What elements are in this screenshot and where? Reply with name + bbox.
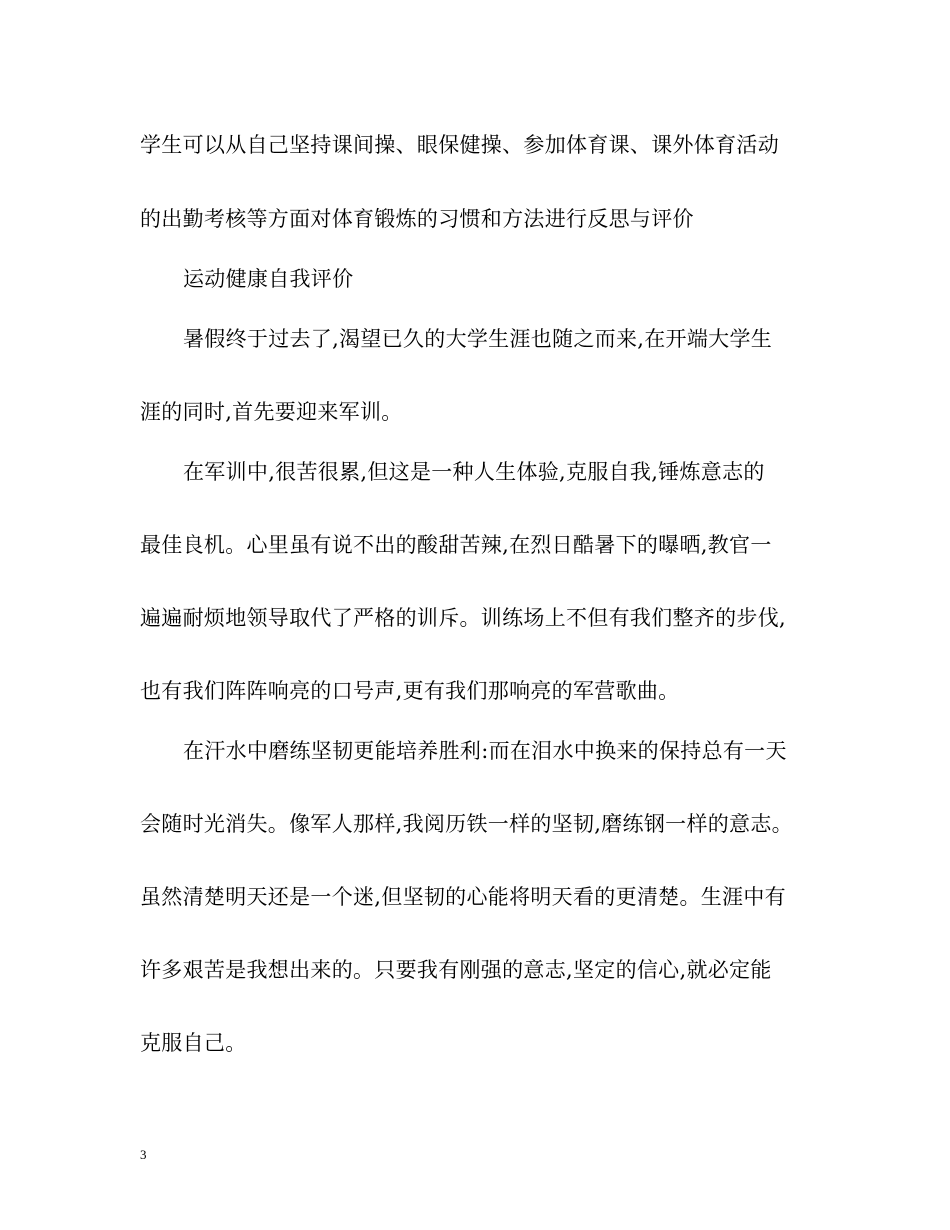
body-text-line: 在军训中,很苦很累,但这是一种人生体验,克服自我,锤炼意志的 — [183, 460, 765, 484]
body-text-line: 在汗水中磨练坚韧更能培养胜利:而在泪水中换来的保持总有一天 — [183, 739, 787, 763]
body-text-line: 许多艰苦是我想出来的。只要我有刚强的意志,坚定的信心,就必定能 — [140, 958, 772, 982]
body-text-line: 最佳良机。心里虽有说不出的酸甜苦辣,在烈日酷暑下的曝晒,教官一 — [140, 533, 772, 557]
body-text-line: 克服自己。 — [140, 1031, 247, 1055]
body-text-line: 涯的同时,首先要迎来军训。 — [140, 400, 403, 424]
body-text-line: 遍遍耐烦地领导取代了严格的训斥。训练场上不但有我们整齐的步伐, — [140, 606, 786, 630]
body-text-line: 的出勤考核等方面对体育锻炼的习惯和方法进行反思与评价 — [140, 207, 694, 231]
body-text-line: 暑假终于过去了,渴望已久的大学生涯也随之而来,在开端大学生 — [183, 327, 773, 351]
section-heading: 运动健康自我评价 — [183, 267, 354, 291]
body-text-line: 虽然清楚明天还是一个迷,但坚韧的心能将明天看的更清楚。生涯中有 — [140, 885, 786, 909]
body-text-line: 会随时光消失。像军人那样,我阅历铁一样的坚韧,磨练钢一样的意志。 — [140, 812, 793, 836]
body-text-line: 学生可以从自己坚持课间操、眼保健操、参加体育课、课外体育活动 — [140, 133, 779, 157]
body-text-line: 也有我们阵阵响亮的口号声,更有我们那响亮的军营歌曲。 — [140, 679, 680, 703]
page-number: 3 — [140, 1147, 147, 1162]
